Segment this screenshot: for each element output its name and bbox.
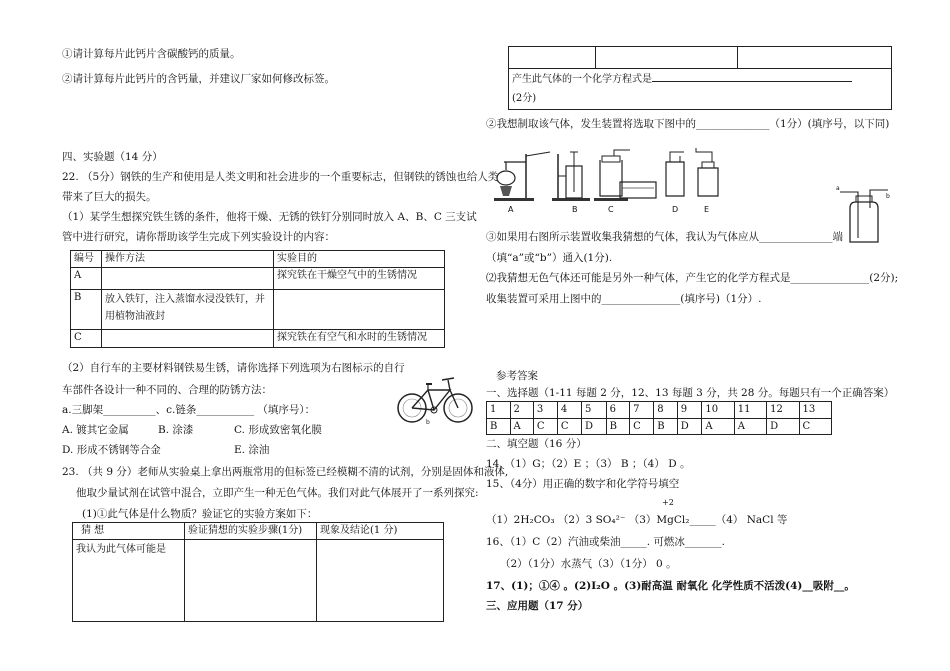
r-question-4-line1: ⑵我猜想无色气体还可能是另外一种气体，产生它的化学方程式是_______________(2分); <box>486 272 899 284</box>
answer-value-cell: D <box>767 418 799 435</box>
choice-answer-table <box>486 401 832 435</box>
fill-answer-15b: （1）2H₂CO₃ （2）3 SO₄²⁻ （3）MgCl₂_____（4） NaCl 等 <box>486 514 788 526</box>
fill-answer-16b: （2）（1分）水蒸气（3）（1分） 0 。 <box>500 558 677 570</box>
question-1: ①请计算每片此钙片含碳酸钙的质量。 <box>62 48 241 60</box>
answer-value-cell: C <box>799 418 831 435</box>
table-cell <box>274 289 445 329</box>
table-cell: 放入铁钉，注入蒸馏水浸没铁钉，并用植物油液封 <box>102 289 274 329</box>
equation-cell <box>509 69 892 110</box>
equation-blank <box>652 71 852 82</box>
table-cell <box>738 47 892 69</box>
answer-number-cell: 2 <box>510 402 533 419</box>
answer-section-3: 三、应用题（17 分） <box>486 600 589 612</box>
q22-line2: 带来了巨大的损失。 <box>62 191 157 203</box>
answer-value-cell: B <box>654 418 678 435</box>
q22-part2-line1: （2）自行车的主要材料钢铁易生锈，请你选择下列选项为右图标示的自行 <box>62 362 405 374</box>
answer-number-cell: 8 <box>654 402 678 419</box>
answer-key-title: 参考答案 <box>496 370 538 382</box>
fill-answer-15: 15、（4分）用正确的数字和化学符号填空 <box>486 478 680 490</box>
table-cell: 探究铁在有空气和水时的生锈情况 <box>274 329 445 347</box>
table-header: 现象及结论(1 分) <box>317 523 444 540</box>
answer-number-cell: 12 <box>767 402 799 419</box>
answer-number-cell: 7 <box>630 402 654 419</box>
table-cell <box>102 267 274 289</box>
answer-number-cell: 9 <box>677 402 702 419</box>
svg-text:b: b <box>886 193 890 200</box>
answer-value-cell: D <box>677 418 702 435</box>
table-header: 操作方法 <box>102 251 274 268</box>
answer-value-cell: B <box>606 418 630 435</box>
answer-value-cell: C <box>557 418 581 435</box>
answer-number-cell: 5 <box>581 402 606 419</box>
hypothesis-cell: 我认为此气体可能是 <box>73 539 185 621</box>
answer-number-cell: 6 <box>606 402 630 419</box>
table-cell: A <box>71 267 102 289</box>
answer-number-cell: 4 <box>557 402 581 419</box>
r-question-4-line2: 收集装置可采用上图中的_______________(填序号)（1分）. <box>486 293 762 305</box>
table-header: 验证猜想的实验步骤(1分) <box>185 523 317 540</box>
table-cell <box>102 329 274 347</box>
table-cell <box>509 47 596 69</box>
table-header: 实验目的 <box>274 251 445 268</box>
option-c: C. 形成致密氧化膜 <box>234 424 322 436</box>
section-4-heading: 四、实验题（14 分） <box>62 151 163 163</box>
lab-apparatus-figure <box>490 148 730 214</box>
question-2: ②请计算每片此钙片的含钙量，并建议厂家如何修改标签。 <box>62 73 335 85</box>
answer-number-cell: 1 <box>487 402 511 419</box>
table-cell <box>317 539 444 621</box>
answer-value-cell: C <box>533 418 557 435</box>
rust-experiment-table <box>70 250 445 348</box>
fill-answer-16a: 16、（1）C（2）汽油或柴油_____. 可燃冰_______. <box>486 536 726 548</box>
fill-answer-17: 17、(1)；①④ 。(2)I₂O 。(3)耐高温 耐氧化 化学性质不活泼(4)__吸附__。 <box>486 580 855 592</box>
bicycle-illustration <box>396 370 476 426</box>
q23-line3: (1)①此气体是什么物质？验证它的实验方案如下： <box>82 508 318 520</box>
answer-number-cell: 13 <box>799 402 831 419</box>
svg-text:b: b <box>426 419 430 426</box>
apparatus-label-b: B <box>572 205 578 214</box>
answer-section-1: 一、选择题（1-11 每题 2 分，12、13 每题 3 分，共 28 分。每题只有一个正确答案） <box>486 387 895 399</box>
q23-line2: 他取少量试剂在试管中混合，立即产生一种无色气体。我们对此气体展开了一系列探究: <box>76 487 479 499</box>
equation-table <box>508 46 892 110</box>
answer-number-cell: 3 <box>533 402 557 419</box>
q22-line3: （1）某学生想探究铁生锈的条件，他将干燥、无锈的铁钉分别同时放入 A、B、C 三支试 <box>62 211 477 223</box>
answer-section-2: 二、填空题（16 分） <box>486 438 587 450</box>
apparatus-label-c: C <box>608 205 614 214</box>
table-cell <box>185 539 317 621</box>
apparatus-label-a: A <box>508 205 514 214</box>
answer-value-cell: A <box>734 418 766 435</box>
option-a: A. 镀其它金属 <box>62 424 129 436</box>
table-header: 猜 想 <box>73 523 185 540</box>
q22-line4: 管中进行研究，请你帮助该学生完成下列实验设计的内容： <box>62 231 335 243</box>
r-question-2: ②我想制取该气体，发生装置将选取下图中的______________（1分）(填序号，以下同) <box>486 118 890 130</box>
gas-hypothesis-table <box>72 522 444 622</box>
answer-value-cell: B <box>487 418 511 435</box>
option-b: B. 涂漆 <box>158 424 194 436</box>
r-question-3-line1: ③如果用右图所示装置收集我猜想的气体，我认为气体应从______________端 <box>486 231 843 243</box>
answer-value-cell: C <box>630 418 654 435</box>
collection-bottle-figure <box>834 186 894 246</box>
q23-line1: 23. （共 9 分）老师从实验桌上拿出两瓶常用的但标签已经模糊不清的试剂，分别是固体和液体, <box>62 466 509 478</box>
equation-points: (2分) <box>512 93 537 104</box>
answer-value-cell: A <box>510 418 533 435</box>
svg-text:a: a <box>836 186 840 192</box>
apparatus-label-d: D <box>672 205 679 214</box>
table-cell <box>596 47 738 69</box>
q22-line1: 22. （5分）钢铁的生产和使用是人类文明和社会进步的一个重要标志，但钢铁的锈蚀也给人类 <box>62 171 499 183</box>
fill-answer-14: 14、（1）G；（2）E ；（3） B ；（4） D 。 <box>486 458 691 470</box>
answer-value-cell: D <box>581 418 606 435</box>
q22-part2-line3: a.三脚架__________、c.链条___________ （填序号）： <box>62 404 316 416</box>
valence-mark: +2 <box>662 498 674 507</box>
answer-number-cell: 11 <box>734 402 766 419</box>
r-question-3-line2: （填“a”或“b”）通入(1分). <box>486 252 613 264</box>
apparatus-label-e: E <box>704 205 710 214</box>
table-header: 编号 <box>71 251 102 268</box>
table-cell: 探究铁在干燥空气中的生锈情况 <box>274 267 445 289</box>
answer-number-cell: 10 <box>702 402 734 419</box>
table-cell: B <box>71 289 102 329</box>
option-e: E. 涂油 <box>234 444 270 456</box>
equation-label: 产生此气体的一个化学方程式是 <box>512 74 652 85</box>
q22-part2-line2: 车部件各设计一种不同的、合理的防锈方法： <box>62 384 272 396</box>
table-cell: C <box>71 329 102 347</box>
answer-value-cell: A <box>702 418 734 435</box>
option-d: D. 形成不锈钢等合金 <box>62 444 161 456</box>
